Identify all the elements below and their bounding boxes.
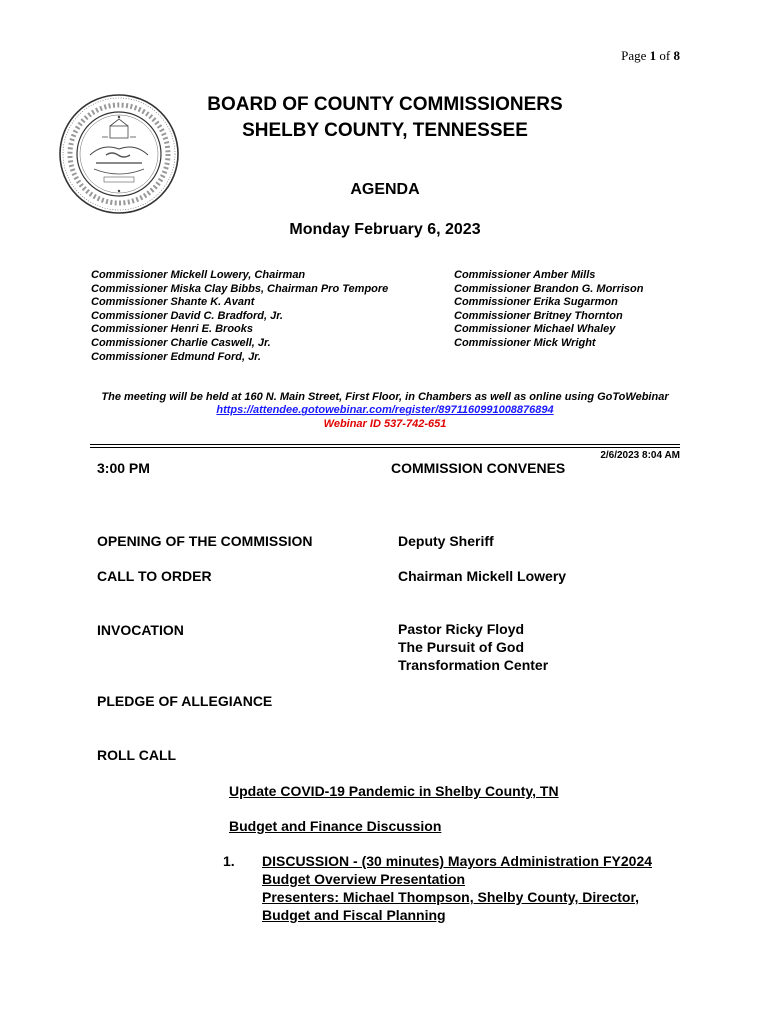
commissioners-left-list <box>91 269 388 364</box>
agenda-heading: AGENDA <box>350 181 420 198</box>
item-number: 1. <box>223 853 235 869</box>
invocation-line: The Pursuit of God <box>398 639 524 655</box>
print-timestamp: 2/6/2023 8:04 AM <box>600 450 680 461</box>
commissioner-name: Commissioner Britney Thornton <box>454 309 623 322</box>
item-line: Budget and Fiscal Planning <box>262 907 446 923</box>
commissioner-name: Commissioner Shante K. Avant <box>91 296 255 309</box>
invocation-value <box>398 620 548 674</box>
webinar-id: Webinar ID 537-742-651 <box>323 417 447 430</box>
invocation-label: INVOCATION <box>97 622 184 638</box>
pledge-label: PLEDGE OF ALLEGIANCE <box>97 693 273 709</box>
commissioner-name: Commissioner Henri E. Brooks <box>91 323 253 336</box>
item-line: DISCUSSION - (30 minutes) Mayors Administration FY2024 <box>262 853 653 869</box>
commissioner-name: Commissioner Erika Sugarmon <box>454 296 618 309</box>
meeting-info <box>0 391 770 431</box>
commissioner-name: Commissioner Miska Clay Bibbs, Chairman Pro Tempore <box>91 282 389 295</box>
call-to-order-label: CALL TO ORDER <box>97 568 212 584</box>
agenda-item-1 <box>262 852 652 924</box>
item-line: Presenters: Michael Thompson, Shelby County, Director, <box>262 889 640 905</box>
page-number: Page 1 of 8 <box>621 48 680 63</box>
call-to-order-value: Chairman Mickell Lowery <box>398 568 567 584</box>
divider-top <box>90 444 680 445</box>
webinar-link[interactable]: https://attendee.gotowebinar.com/register/8971160991008876894 <box>216 404 554 417</box>
item-line: Budget Overview Presentation <box>262 871 466 887</box>
roll-call-label: ROLL CALL <box>97 747 177 763</box>
commissioner-name: Commissioner Edmund Ford, Jr. <box>91 350 261 363</box>
invocation-line: Transformation Center <box>398 657 549 673</box>
commissioner-name: Commissioner Michael Whaley <box>454 323 616 336</box>
invocation-line: Pastor Ricky Floyd <box>398 621 525 637</box>
meeting-date: Monday February 6, 2023 <box>289 221 481 238</box>
county-title: SHELBY COUNTY, TENNESSEE <box>242 120 528 141</box>
commissioner-name: Commissioner David C. Bradford, Jr. <box>91 309 283 322</box>
opening-label: OPENING OF THE COMMISSION <box>97 533 313 549</box>
covid-update-heading: Update COVID-19 Pandemic in Shelby County, TN <box>229 783 559 799</box>
meeting-location-note: The meeting will be held at 160 N. Main Street, First Floor, in Chambers as well as online using GoToWebinar <box>101 391 669 403</box>
budget-discussion-heading: Budget and Finance Discussion <box>229 818 442 834</box>
start-time: 3:00 PM <box>97 460 150 476</box>
divider-bottom <box>90 447 680 448</box>
commissioner-name: Commissioner Mick Wright <box>454 336 596 349</box>
commissioner-name: Commissioner Charlie Caswell, Jr. <box>91 336 271 349</box>
commissioner-name: Commissioner Brandon G. Morrison <box>454 282 644 295</box>
commissioner-name: Commissioner Amber Mills <box>454 269 596 281</box>
commissioners-right-list <box>454 269 643 351</box>
commission-convenes: COMMISSION CONVENES <box>391 460 566 476</box>
commissioner-name: Commissioner Mickell Lowery, Chairman <box>91 269 306 281</box>
board-title: BOARD OF COUNTY COMMISSIONERS <box>207 94 563 115</box>
opening-value: Deputy Sheriff <box>398 533 494 549</box>
